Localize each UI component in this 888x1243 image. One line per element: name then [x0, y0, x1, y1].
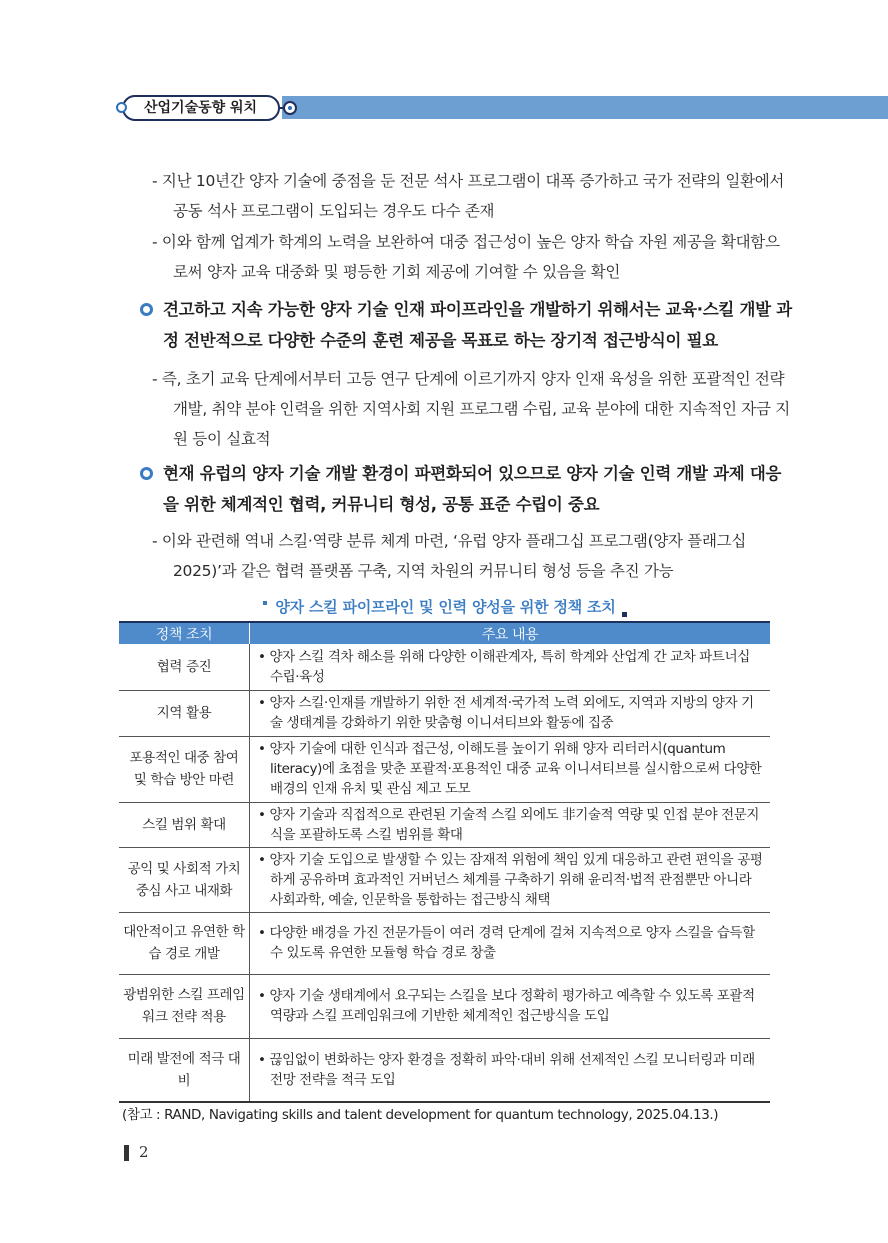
policy-cell: 광범위한 스킬 프레임워크 전략 적용 [119, 974, 250, 1038]
header-band [282, 96, 888, 119]
table-row [119, 1038, 770, 1102]
header-dot-left-icon [116, 102, 127, 113]
policy-cell: 포용적인 대중 참여 및 학습 방안 마련 [119, 736, 250, 802]
content-cell: • 양자 기술과 직접적으로 관련된 기술적 스킬 외에도 非기술적 역량 및 인접 분야 전문지식을 포괄하도록 스킬 범위를 확대 [250, 802, 771, 847]
table-row [119, 912, 770, 974]
bullet-item [140, 294, 795, 356]
sub-item: - 즉, 초기 교육 단계에서부터 고등 연구 단계에 이르기까지 양자 인재 육성을 위한 포괄적인 전략 개발, 취약 분야 인력을 위한 지역사회 지원 프로그램 수립, 교육 분야에 대한 지속적인 자금 지원 등이 실효적 [152, 370, 790, 448]
content-cell: • 다양한 배경을 가진 전문가들이 여러 경력 단계에 걸쳐 지속적으로 양자 스킬을 습득할 수 있도록 유연한 모듈형 학습 경로 창출 [250, 912, 771, 974]
policy-cell: 지역 활용 [119, 690, 250, 736]
caption-square-icon [263, 601, 267, 605]
table-header-row [119, 622, 770, 644]
bullet-text: 견고하고 지속 가능한 양자 기술 인재 파이프라인을 개발하기 위해서는 교육·스킬 개발 과정 전반적으로 다양한 수준의 훈련 제공을 목표로 하는 장기적 접근방식이 필요 [163, 300, 792, 350]
header-policy: 정책 조치 [119, 622, 250, 644]
content-cell: • 양자 스킬 격차 해소를 위해 다양한 이해관계자, 특히 학계와 산업계 간 교차 파트너십 수립·육성 [250, 644, 771, 690]
table-row [119, 974, 770, 1038]
bullet-text: 현재 유럽의 양자 기술 개발 환경이 파편화되어 있으므로 양자 기술 인력 개발 과제 대응을 위한 체계적인 협력, 커뮤니티 형성, 공통 표준 수립이 중요 [163, 464, 782, 514]
content-cell: • 양자 기술 도입으로 발생할 수 있는 잠재적 위험에 책임 있게 대응하고 관련 편익을 공평하게 공유하며 효과적인 거버넌스 체계를 구축하기 위해 윤리적·법적 관점뿐만 아니라 사회과학, 예술, 인문학을 통합하는 접근방식 채택 [250, 847, 771, 912]
policy-cell: 미래 발전에 적극 대비 [119, 1038, 250, 1102]
policy-table [119, 621, 770, 1103]
bullet-circle-icon [140, 467, 153, 480]
table-row [119, 847, 770, 912]
sub-item: - 이와 관련해 역내 스킬·역량 분류 체계 마련, ‘유럽 양자 플래그십 프로그램(양자 플래그십 2025)’과 같은 협력 플랫폼 구축, 지역 차원의 커뮤니티 형성 등을 추진 가능 [152, 532, 747, 580]
content-cell: • 양자 기술 생태계에서 요구되는 스킬을 보다 정확히 평가하고 예측할 수 있도록 포괄적 역량과 스킬 프레임워크에 기반한 체계적인 접근방식을 도입 [250, 974, 771, 1038]
table-row [119, 644, 770, 690]
caption-text: 양자 스킬 파이프라인 및 인력 양성을 위한 정책 조치 [275, 598, 616, 616]
caption-end-square-icon [622, 612, 627, 617]
table-row [119, 690, 770, 736]
sub-item: - 지난 10년간 양자 기술에 중점을 둔 전문 석사 프로그램이 대폭 증가하고 국가 전략의 일환에서 공동 석사 프로그램이 도입되는 경우도 다수 존재 [152, 172, 785, 220]
policy-cell: 공익 및 사회적 가치 중심 사고 내재화 [119, 847, 250, 912]
bullet-item [140, 458, 795, 520]
sub-item: - 이와 함께 업계가 학계의 노력을 보완하여 대중 접근성이 높은 양자 학습 자원 제공을 확대함으로써 양자 교육 대중화 및 평등한 기회 제공에 기여할 수 있음을 확인 [152, 233, 780, 281]
policy-cell: 스킬 범위 확대 [119, 802, 250, 847]
table-row [119, 802, 770, 847]
header-content: 주요 내용 [250, 622, 771, 644]
page-marker-icon [124, 1145, 129, 1161]
source-note: (참고 : RAND, Navigating skills and talent development for quantum technology, 2025.04.13.) [122, 1107, 719, 1123]
content-cell: • 양자 기술에 대한 인식과 접근성, 이해도를 높이기 위해 양자 리터러시(quantum literacy)에 초점을 맞춘 포괄적·포용적인 대중 교육 이니셔티브를 실시함으로써 다양한 배경의 인재 유치 및 관심 제고 도모 [250, 736, 771, 802]
table-caption [120, 596, 770, 617]
section-label: 산업기술동향 워치 [122, 95, 280, 121]
policy-cell: 대안적이고 유연한 학습 경로 개발 [119, 912, 250, 974]
content-cell: • 끊임없이 변화하는 양자 환경을 정확히 파악·대비 위해 선제적인 스킬 모니터링과 미래 전망 전략을 적극 도입 [250, 1038, 771, 1102]
header-dot-right-icon [283, 101, 297, 115]
table-row [119, 736, 770, 802]
content-cell: • 양자 스킬·인재를 개발하기 위한 전 세계적·국가적 노력 외에도, 지역과 지방의 양자 기술 생태계를 강화하기 위한 맞춤형 이니셔티브와 활동에 집중 [250, 690, 771, 736]
policy-cell: 협력 증진 [119, 644, 250, 690]
bullet-circle-icon [140, 303, 153, 316]
page-number: 2 [139, 1143, 149, 1161]
